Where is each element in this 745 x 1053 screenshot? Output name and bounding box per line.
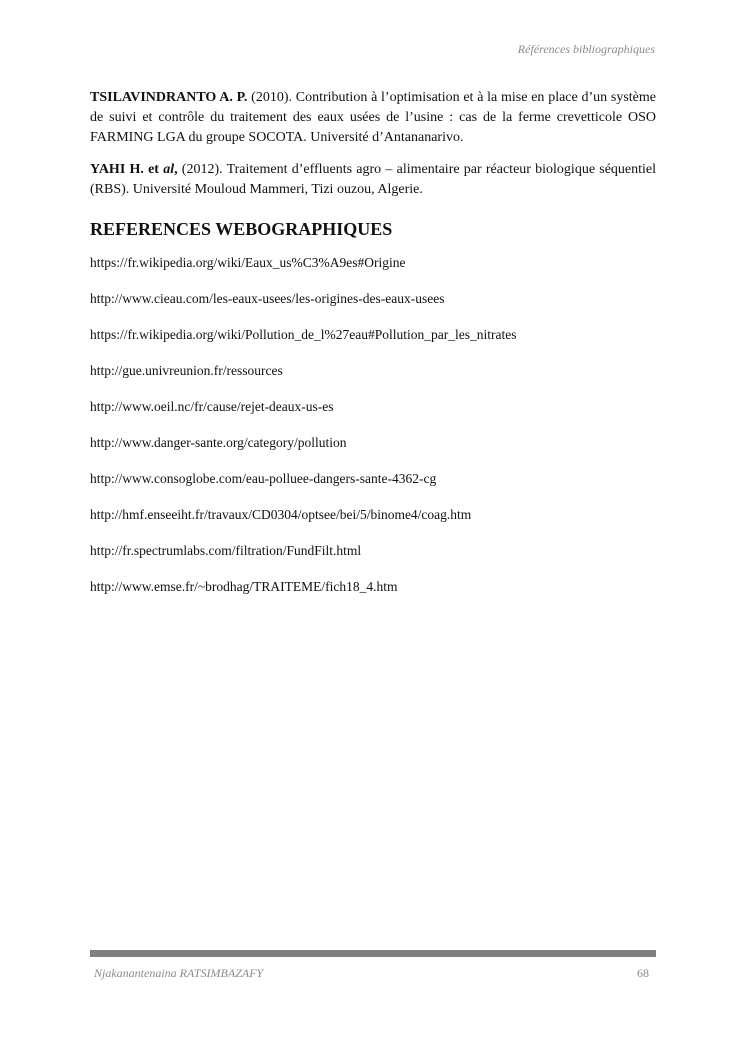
reference-text: (2010). Contribution à l’optimisation et à la mise en place d’un système de suivi et contrôle du traitement des eaux usées de l’usine : cas de la ferme crevetticole OSO FARMING LGA du groupe SOCOTA. Université d’Antananarivo. <box>90 90 656 145</box>
web-link[interactable]: https://fr.wikipedia.org/wiki/Eaux_us%C3%A9es#Origine <box>90 255 406 270</box>
web-link[interactable]: http://www.oeil.nc/fr/cause/rejet-deaux-us-es <box>90 399 334 414</box>
web-link[interactable]: http://www.cieau.com/les-eaux-usees/les-origines-des-eaux-usees <box>90 291 445 306</box>
running-header: Références bibliographiques <box>517 42 655 56</box>
reference-authors: TSILAVINDRANTO A. P. <box>90 90 248 105</box>
web-link[interactable]: http://www.consoglobe.com/eau-polluee-dangers-sante-4362-cg <box>90 471 437 486</box>
footer-divider <box>90 950 656 957</box>
footer-author: Njakanantenaina RATSIMBAZAFY <box>94 966 264 980</box>
reference-text: (2012). Traitement d’effluents agro – alimentaire par réacteur biologique séquentiel (RBS). Université Mouloud Mammeri, Tizi ouzou, Algerie. <box>90 162 657 197</box>
reference-entry <box>90 88 656 148</box>
page-content <box>90 88 656 614</box>
page-number: 68 <box>637 966 649 980</box>
reference-entry <box>90 160 656 200</box>
web-links-list <box>90 254 656 596</box>
reference-authors: YAHI H. et al, <box>90 162 178 177</box>
web-link[interactable]: http://fr.spectrumlabs.com/filtration/FundFilt.html <box>90 543 362 558</box>
web-link[interactable]: http://hmf.enseeiht.fr/travaux/CD0304/optsee/bei/5/binome4/coag.htm <box>90 507 472 522</box>
web-link[interactable]: http://gue.univreunion.fr/ressources <box>90 363 283 378</box>
web-link[interactable]: http://www.danger-sante.org/category/pollution <box>90 435 347 450</box>
web-link[interactable]: https://fr.wikipedia.org/wiki/Pollution_de_l%27eau#Pollution_par_les_nitrates <box>90 327 517 342</box>
section-heading-webography: REFERENCES WEBOGRAPHIQUES <box>90 219 393 239</box>
web-link[interactable]: http://www.emse.fr/~brodhag/TRAITEME/fich18_4.htm <box>90 579 398 594</box>
